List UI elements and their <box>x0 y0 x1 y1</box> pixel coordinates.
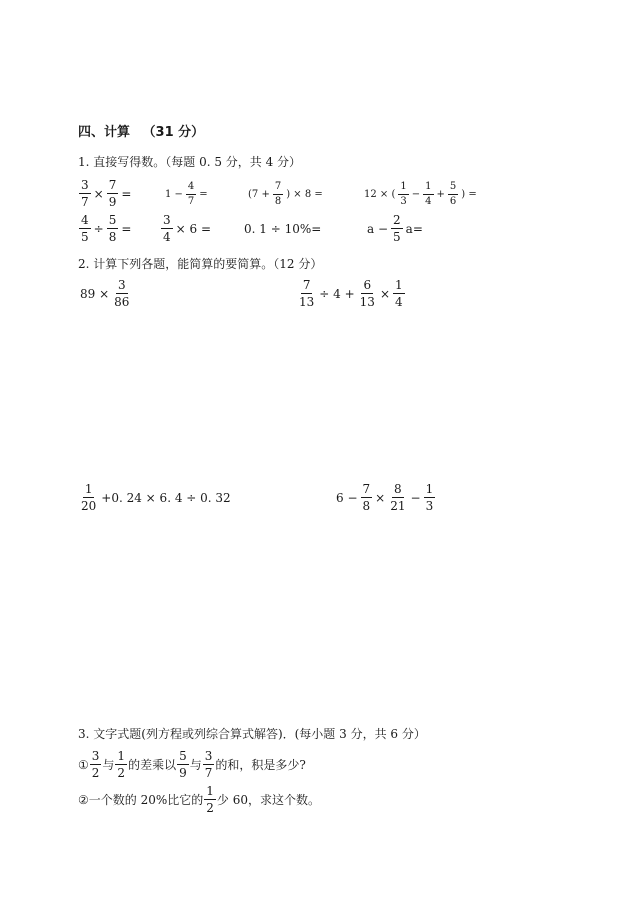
fraction: $\frac{3}{4}$ <box>163 213 171 244</box>
fraction: $\frac{5}{8}$ <box>108 213 117 244</box>
fraction: $\frac{7}{8}$ <box>274 181 282 207</box>
fraction: $\frac{1}{3}$ <box>400 181 407 207</box>
fraction: $\frac{3}{7}$ <box>81 178 89 209</box>
fraction: $\frac{1}{2}$ <box>206 784 214 815</box>
fraction: $\frac{8}{21}$ <box>390 482 406 513</box>
q3-sub-1: ① $\frac{3}{2}$ 与 $\frac{1}{2}$ 的差乘以 $\frac{5}{9}$ 与 $\frac{3}{7}$ 的和，积是多少? <box>78 749 306 780</box>
section-title: 四、计算 <box>78 125 131 140</box>
q2-title: 2. 计算下列各题，能简算的要简算。（12 分） <box>78 257 323 271</box>
fraction: $\frac{7}{13}$ <box>299 278 315 309</box>
q1-item-8: a − $\frac{2}{5}$ a= <box>367 213 423 244</box>
fraction: $\frac{1}{20}$ <box>81 482 97 513</box>
q1-item-6: $\frac{3}{4}$ × 6 = <box>163 213 212 244</box>
q2-problem-1: 89 × $\frac{3}{86}$ <box>80 278 130 309</box>
q1-item-1: $\frac{3}{7}$ × $\frac{7}{9}$ = <box>81 178 132 209</box>
q1-item-4: 12 × ( $\frac{1}{3}$ − $\frac{1}{4}$ + $\frac{5}{6}$ ) = <box>364 181 477 207</box>
fraction: $\frac{3}{2}$ <box>91 749 100 780</box>
q3-title: 3. 文字式题(列方程或列综合算式解答)．(每小题 3 分，共 6 分） <box>78 727 426 741</box>
fraction: $\frac{3}{86}$ <box>114 278 130 309</box>
q2-problem-3: $\frac{1}{20}$ +0. 24 × 6. 4 ÷ 0. 32 <box>81 482 231 513</box>
q1-item-5: $\frac{4}{5}$ ÷ $\frac{5}{8}$ = <box>81 213 132 244</box>
q2-problem-2: $\frac{7}{13}$ ÷ 4 + $\frac{6}{13}$ × $\frac{1}{4}$ <box>299 278 403 309</box>
section-points: （31 分） <box>142 125 205 140</box>
fraction: $\frac{1}{3}$ <box>425 482 434 513</box>
fraction: $\frac{5}{6}$ <box>449 181 457 207</box>
q1-title: 1. 直接写得数。（每题 0. 5 分，共 4 分） <box>78 155 302 169</box>
q1-item-3: (7 + $\frac{7}{8}$ ) × 8 = <box>248 181 323 207</box>
fraction: $\frac{1}{4}$ <box>395 278 403 309</box>
fraction: $\frac{1}{4}$ <box>425 181 432 207</box>
fraction: $\frac{2}{5}$ <box>393 213 401 244</box>
fraction: $\frac{1}{2}$ <box>117 749 126 780</box>
fraction: $\frac{6}{13}$ <box>359 278 375 309</box>
fraction: $\frac{5}{9}$ <box>179 749 187 780</box>
section-heading <box>78 121 204 140</box>
q1-item-7: 0. 1 ÷ 10%= <box>244 222 322 236</box>
fraction: $\frac{7}{8}$ <box>362 482 371 513</box>
q3-sub-2: ② 一个数的 20%比它的 $\frac{1}{2}$ 少 60，求这个数。 <box>78 784 320 815</box>
q1-item-2: 1 − $\frac{4}{7}$ = <box>165 181 208 207</box>
fraction: $\frac{7}{9}$ <box>108 178 117 209</box>
q2-problem-4: 6 − $\frac{7}{8}$ × $\frac{8}{21}$ − $\frac{1}{3}$ <box>336 482 434 513</box>
fraction: $\frac{3}{7}$ <box>204 749 213 780</box>
fraction: $\frac{4}{7}$ <box>187 181 195 207</box>
fraction: $\frac{4}{5}$ <box>81 213 89 244</box>
